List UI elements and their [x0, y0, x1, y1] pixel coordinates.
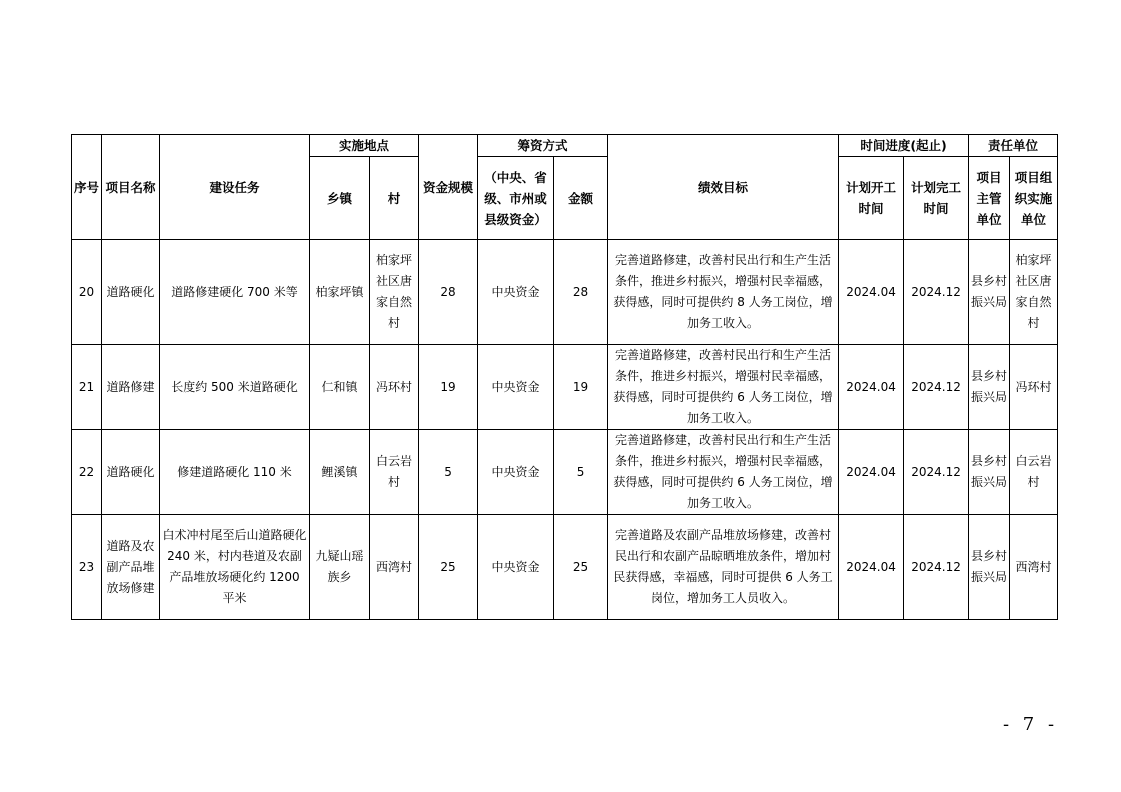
cell-dept: 县乡村振兴局 [969, 430, 1010, 515]
cell-dept: 县乡村振兴局 [969, 345, 1010, 430]
cell-scale: 28 [419, 240, 478, 345]
cell-source: 中央资金 [478, 430, 554, 515]
cell-scale: 5 [419, 430, 478, 515]
header-town: 乡镇 [310, 157, 370, 240]
table-row [72, 430, 1058, 515]
header-start: 计划开工时间 [839, 157, 904, 240]
cell-seq: 23 [72, 515, 102, 620]
cell-town: 九疑山瑶族乡 [310, 515, 370, 620]
cell-start: 2024.04 [839, 240, 904, 345]
cell-exec: 冯环村 [1010, 345, 1058, 430]
cell-scale: 25 [419, 515, 478, 620]
cell-source: 中央资金 [478, 515, 554, 620]
cell-amount: 19 [554, 345, 608, 430]
header-schedule: 时间进度(起止) [839, 135, 969, 157]
cell-town: 柏家坪镇 [310, 240, 370, 345]
cell-exec: 西湾村 [1010, 515, 1058, 620]
cell-task: 长度约 500 米道路硬化 [160, 345, 310, 430]
cell-start: 2024.04 [839, 345, 904, 430]
cell-perf: 完善道路修建，改善村民出行和生产生活条件，推进乡村振兴，增强村民幸福感，获得感，同时可提供约 6 人务工岗位，增加务工收入。 [608, 345, 839, 430]
cell-seq: 21 [72, 345, 102, 430]
cell-start: 2024.04 [839, 430, 904, 515]
cell-name: 道路修建 [102, 345, 160, 430]
page-number: - 7 - [1003, 714, 1059, 735]
cell-end: 2024.12 [904, 430, 969, 515]
header-village: 村 [370, 157, 419, 240]
cell-amount: 28 [554, 240, 608, 345]
cell-end: 2024.12 [904, 240, 969, 345]
header-dept: 项目主管单位 [969, 157, 1010, 240]
cell-dept: 县乡村振兴局 [969, 240, 1010, 345]
cell-perf: 完善道路及农副产品堆放场修建，改善村民出行和农副产品晾晒堆放条件，增加村民获得感，幸福感，同时可提供 6 人务工岗位，增加务工人员收入。 [608, 515, 839, 620]
cell-seq: 22 [72, 430, 102, 515]
table-row [72, 515, 1058, 620]
cell-dept: 县乡村振兴局 [969, 515, 1010, 620]
cell-source: 中央资金 [478, 345, 554, 430]
header-task: 建设任务 [160, 135, 310, 240]
cell-end: 2024.12 [904, 345, 969, 430]
cell-name: 道路硬化 [102, 430, 160, 515]
cell-task: 道路修建硬化 700 米等 [160, 240, 310, 345]
cell-name: 道路硬化 [102, 240, 160, 345]
cell-town: 仁和镇 [310, 345, 370, 430]
cell-village: 冯环村 [370, 345, 419, 430]
header-exec: 项目组织实施单位 [1010, 157, 1058, 240]
cell-start: 2024.04 [839, 515, 904, 620]
cell-source: 中央资金 [478, 240, 554, 345]
cell-end: 2024.12 [904, 515, 969, 620]
header-seq: 序号 [72, 135, 102, 240]
cell-exec: 柏家坪社区唐家自然村 [1010, 240, 1058, 345]
header-funding-source: （中央、省级、市州或县级资金） [478, 157, 554, 240]
cell-amount: 5 [554, 430, 608, 515]
header-end: 计划完工时间 [904, 157, 969, 240]
table-row [72, 240, 1058, 345]
cell-perf: 完善道路修建，改善村民出行和生产生活条件，推进乡村振兴，增强村民幸福感，获得感，同时可提供约 6 人务工岗位，增加务工收入。 [608, 430, 839, 515]
header-perf: 绩效目标 [608, 135, 839, 240]
cell-village: 西湾村 [370, 515, 419, 620]
header-name: 项目名称 [102, 135, 160, 240]
cell-task: 修建道路硬化 110 米 [160, 430, 310, 515]
header-location: 实施地点 [310, 135, 419, 157]
header-responsible: 责任单位 [969, 135, 1058, 157]
project-table [71, 134, 1058, 620]
table-row [72, 345, 1058, 430]
cell-exec: 白云岩村 [1010, 430, 1058, 515]
header-amount: 金额 [554, 157, 608, 240]
header-scale: 资金规模 [419, 135, 478, 240]
cell-amount: 25 [554, 515, 608, 620]
cell-village: 白云岩村 [370, 430, 419, 515]
cell-seq: 20 [72, 240, 102, 345]
cell-town: 鲤溪镇 [310, 430, 370, 515]
cell-scale: 19 [419, 345, 478, 430]
header-funding: 筹资方式 [478, 135, 608, 157]
cell-name: 道路及农副产品堆放场修建 [102, 515, 160, 620]
cell-village: 柏家坪社区唐家自然村 [370, 240, 419, 345]
cell-task: 白术冲村尾至后山道路硬化 240 米，村内巷道及农副产品堆放场硬化约 1200 平米 [160, 515, 310, 620]
cell-perf: 完善道路修建，改善村民出行和生产生活条件，推进乡村振兴，增强村民幸福感，获得感，同时可提供约 8 人务工岗位，增加务工收入。 [608, 240, 839, 345]
